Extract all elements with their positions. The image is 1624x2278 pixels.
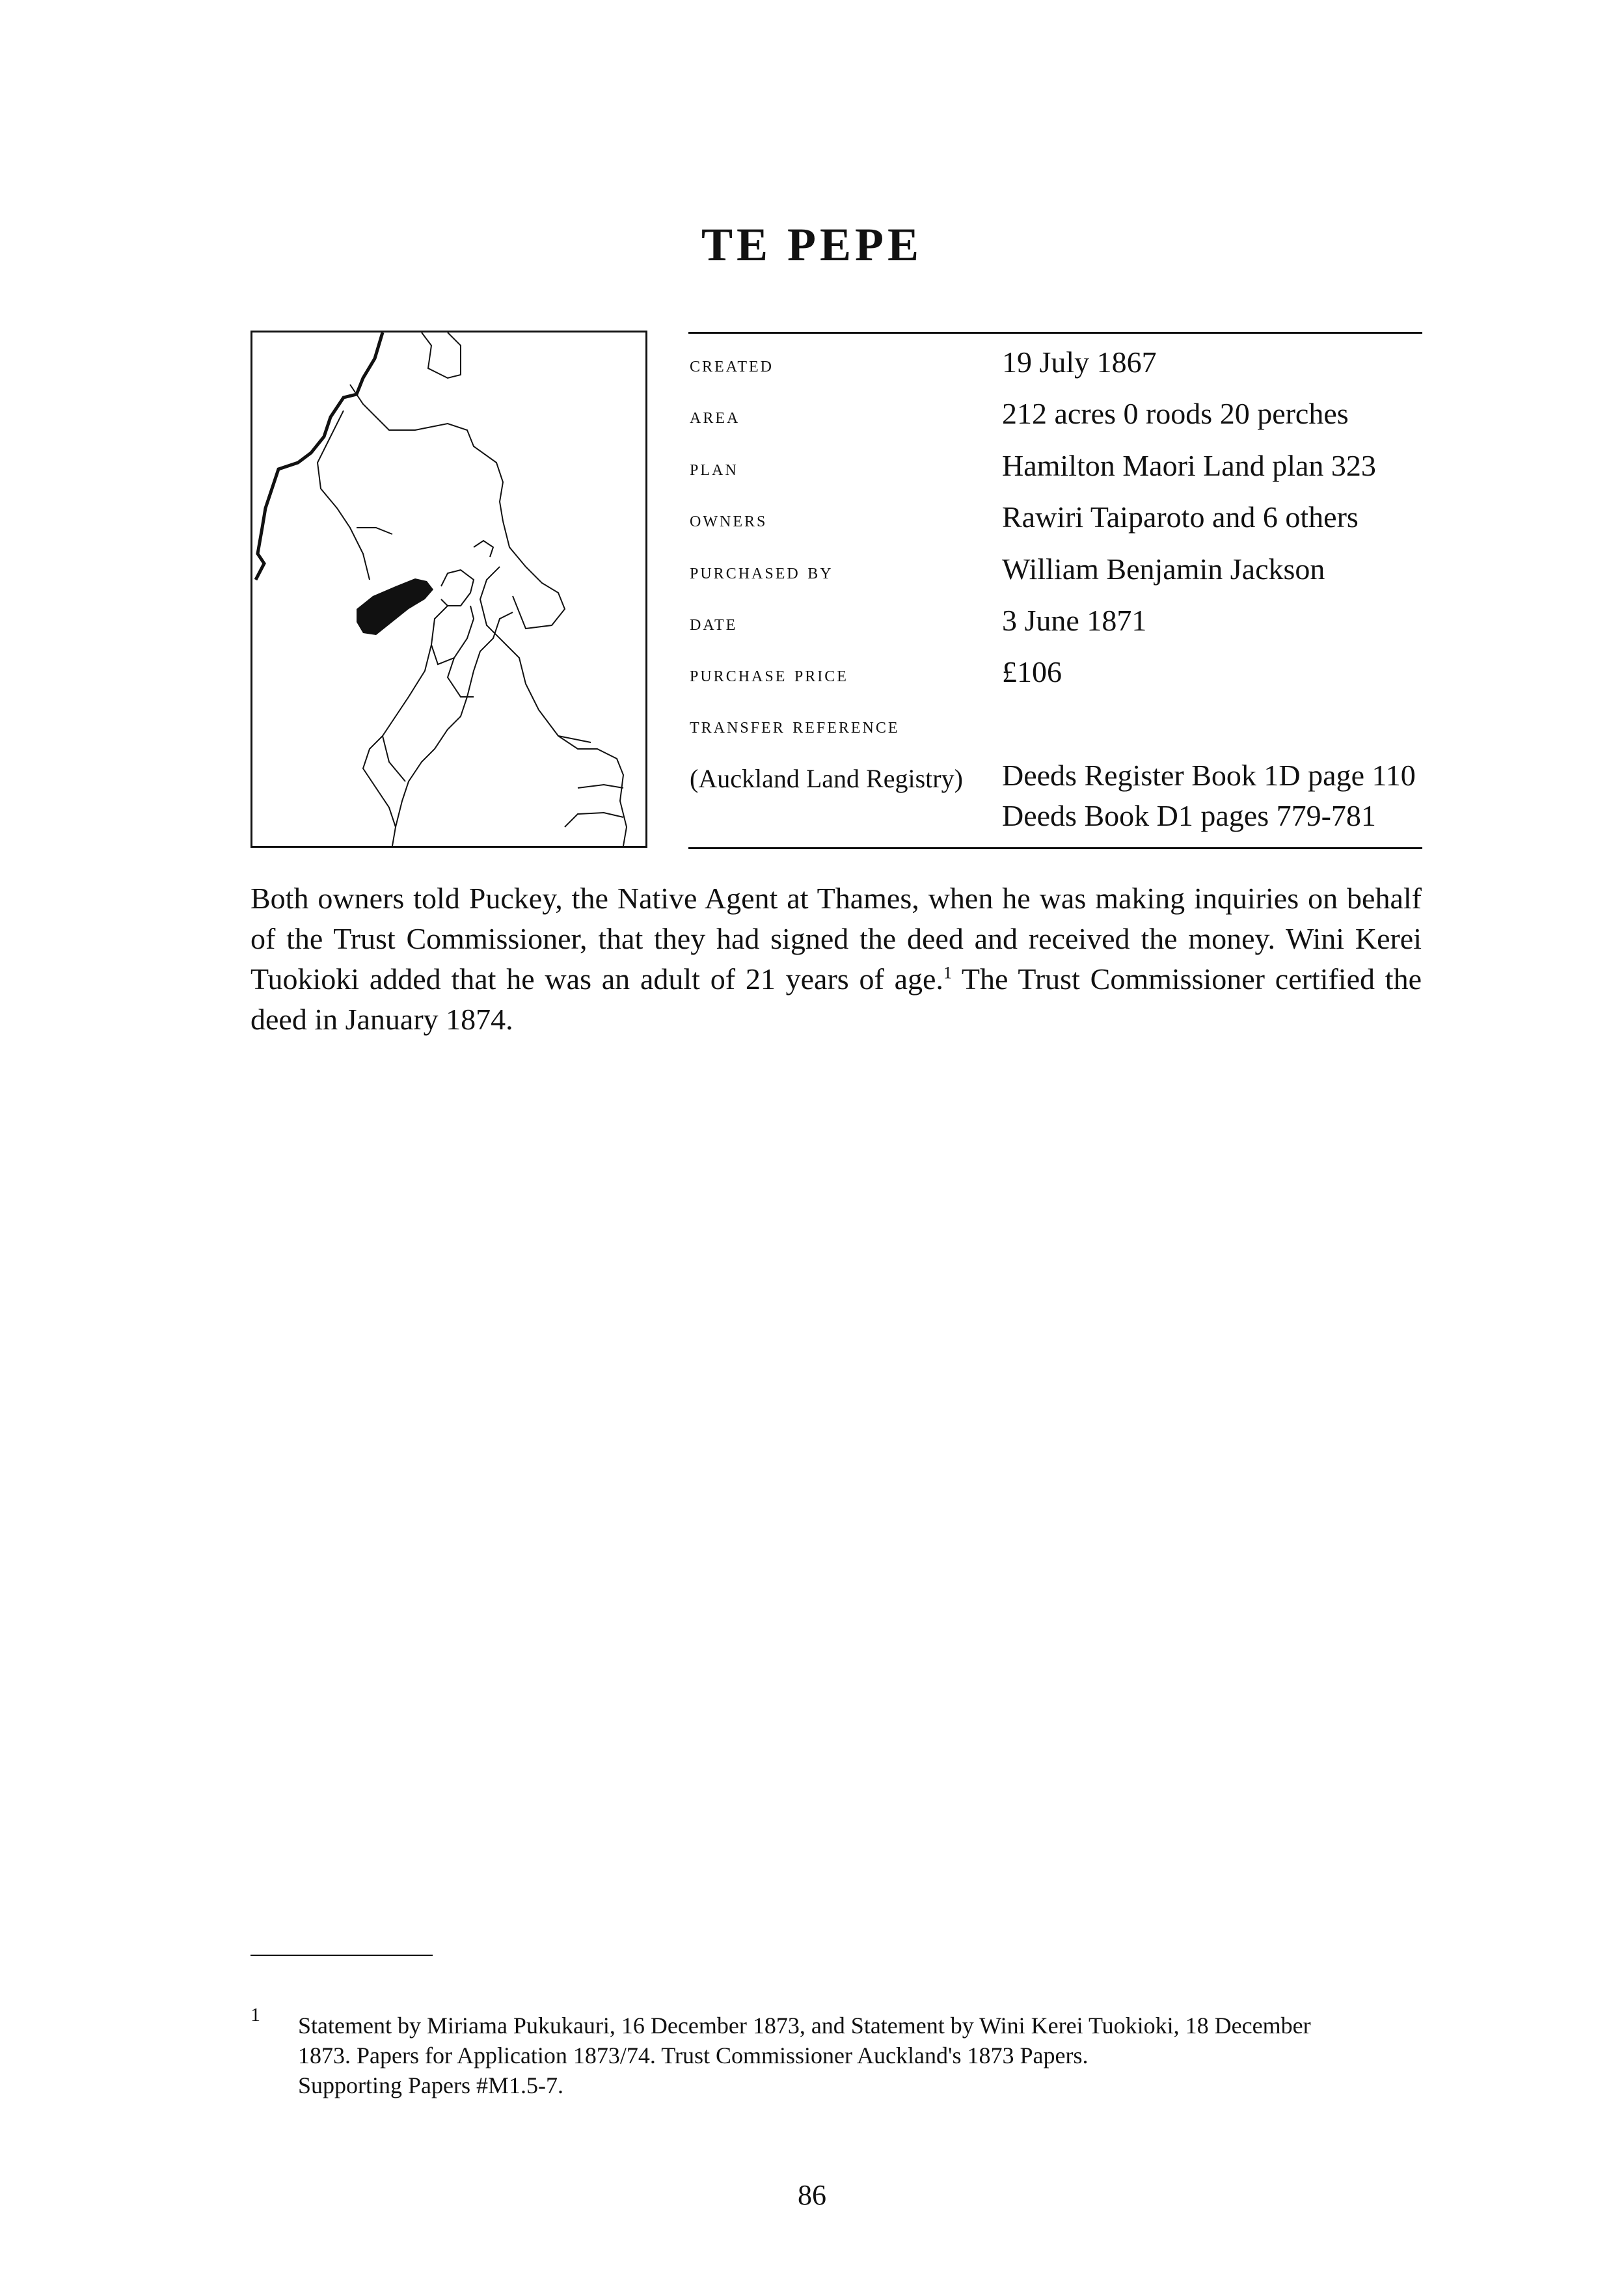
detail-row-created bbox=[690, 345, 1425, 390]
detail-label: created bbox=[690, 353, 774, 377]
detail-value: William Benjamin Jackson bbox=[1002, 552, 1325, 586]
table-top-rule bbox=[688, 332, 1422, 334]
detail-value: £106 bbox=[1002, 655, 1062, 688]
page-title: TE PEPE bbox=[701, 219, 923, 271]
detail-value: 19 July 1867 bbox=[1002, 346, 1157, 379]
detail-label: purchase price bbox=[690, 662, 848, 686]
detail-value: Hamilton Maori Land plan 323 bbox=[1002, 449, 1376, 482]
footnote-line: Supporting Papers #M1.5-7. bbox=[298, 2072, 563, 2098]
detail-label: date bbox=[690, 611, 738, 635]
detail-label: plan bbox=[690, 456, 738, 480]
page-number: 86 bbox=[798, 2179, 826, 2211]
table-bottom-rule bbox=[688, 847, 1422, 849]
footnote-reference[interactable]: 1 bbox=[943, 963, 952, 983]
detail-row-purchase-price bbox=[690, 655, 1425, 700]
detail-label: (Auckland Land Registry) bbox=[690, 764, 963, 793]
detail-value: Deeds Register Book 1D page 110 bbox=[1002, 759, 1416, 792]
highlighted-block bbox=[357, 578, 433, 635]
detail-row-date bbox=[690, 603, 1425, 649]
detail-label: area bbox=[690, 404, 740, 428]
body-paragraph bbox=[250, 878, 1422, 1040]
footnote-line: 1873. Papers for Application 1873/74. Trust Commissioner Auckland's 1873 Papers. bbox=[298, 2042, 1089, 2068]
footnote-number: 1 bbox=[250, 2004, 260, 2026]
detail-row-transfer-reference bbox=[690, 706, 1425, 752]
detail-row-purchased-by bbox=[690, 552, 1425, 597]
map-outline bbox=[252, 332, 645, 846]
detail-value: 212 acres 0 roods 20 perches bbox=[1002, 397, 1349, 430]
detail-row-area bbox=[690, 396, 1425, 442]
location-map bbox=[250, 331, 647, 848]
detail-row-owners bbox=[690, 500, 1425, 545]
detail-value-second-line: Deeds Book D1 pages 779-781 bbox=[1002, 799, 1376, 832]
detail-label: owners bbox=[690, 508, 768, 532]
detail-row-registry bbox=[690, 758, 1425, 843]
footnote-line: Statement by Miriama Pukukauri, 16 December 1873, and Statement by Wini Kerei Tuokioki, 18 December bbox=[298, 2013, 1311, 2039]
detail-label: transfer reference bbox=[690, 714, 900, 738]
body-text-part: The Trust Commissioner certified the deed in January 1874. bbox=[250, 962, 1422, 1036]
detail-label: purchased by bbox=[690, 560, 833, 584]
body-text-part: Both owners told Puckey, the Native Agent at Thames, when he was making inquiries on behalf of the Trust Commissioner, that they had signed the deed and received the money. Wini Kerei Tuokioki added that he was an adult of 21 years of age. bbox=[250, 882, 1422, 996]
footnote-text bbox=[298, 2011, 1424, 2100]
detail-value: 3 June 1871 bbox=[1002, 604, 1147, 637]
detail-value: Rawiri Taiparoto and 6 others bbox=[1002, 500, 1359, 534]
detail-row-plan bbox=[690, 448, 1425, 494]
footnote-divider bbox=[250, 1955, 433, 1956]
